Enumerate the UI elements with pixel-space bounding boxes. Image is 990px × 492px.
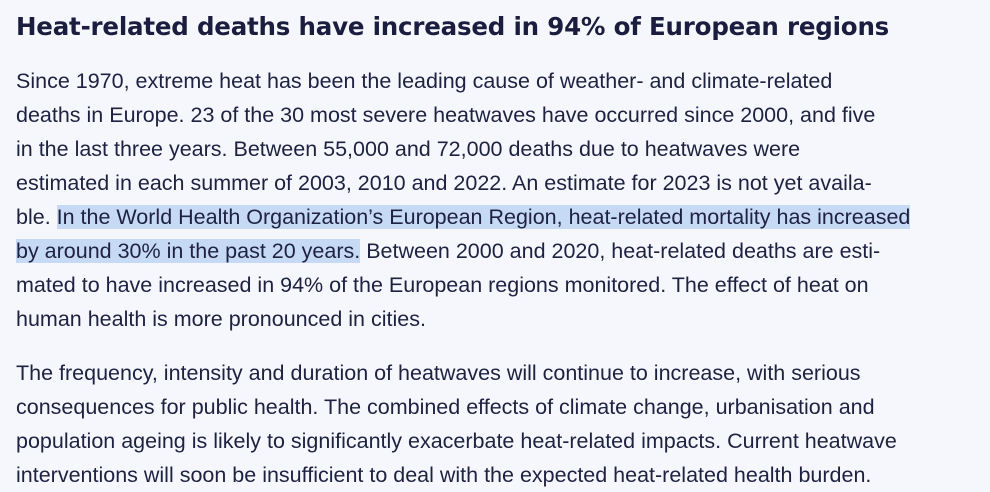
paragraph-1-line-7: mated to have increased in 94% of the European regions monitored. The effect of heat on <box>16 273 869 297</box>
paragraph-1-line-4: estimated in each summer of 2003, 2010 and 2022. An estimate for 2023 is not yet availa- <box>16 171 872 195</box>
paragraph-1 <box>16 64 970 336</box>
page-title: Heat-related deaths have increased in 94% of European regions <box>16 12 890 41</box>
paragraph-2-line-1: The frequency, intensity and duration of heatwaves will continue to increase, with serious <box>16 361 861 385</box>
line-5-start-text: ble. <box>16 205 57 229</box>
line-6-end-text: Between 2000 and 2020, heat-related deaths are esti- <box>360 239 881 263</box>
paragraph-1-line-6 <box>16 234 970 268</box>
paragraph-1-line-5 <box>16 200 970 234</box>
selected-text-highlight-2[interactable]: by around 30% in the past 20 years. <box>16 239 361 263</box>
paragraph-2-line-2: consequences for public health. The combined effects of climate change, urbanisation and <box>16 395 875 419</box>
paragraph-2 <box>16 356 970 492</box>
paragraph-2-line-3: population ageing is likely to significantly exacerbate heat-related impacts. Current heatwave <box>16 429 897 453</box>
paragraph-1-line-1: Since 1970, extreme heat has been the leading cause of weather- and climate-related <box>16 69 833 93</box>
paragraph-1-line-8: human health is more pronounced in cities. <box>16 307 426 331</box>
selected-text-highlight-1[interactable]: In the World Health Organization’s European Region, heat-related mortality has increased <box>56 205 911 229</box>
paragraph-1-line-3: in the last three years. Between 55,000 and 72,000 deaths due to heatwaves were <box>16 137 801 161</box>
paragraph-2-line-4: interventions will soon be insufficient to deal with the expected heat-related health burden. <box>16 463 872 487</box>
paragraph-1-line-2: deaths in Europe. 23 of the 30 most severe heatwaves have occurred since 2000, and five <box>16 103 876 127</box>
